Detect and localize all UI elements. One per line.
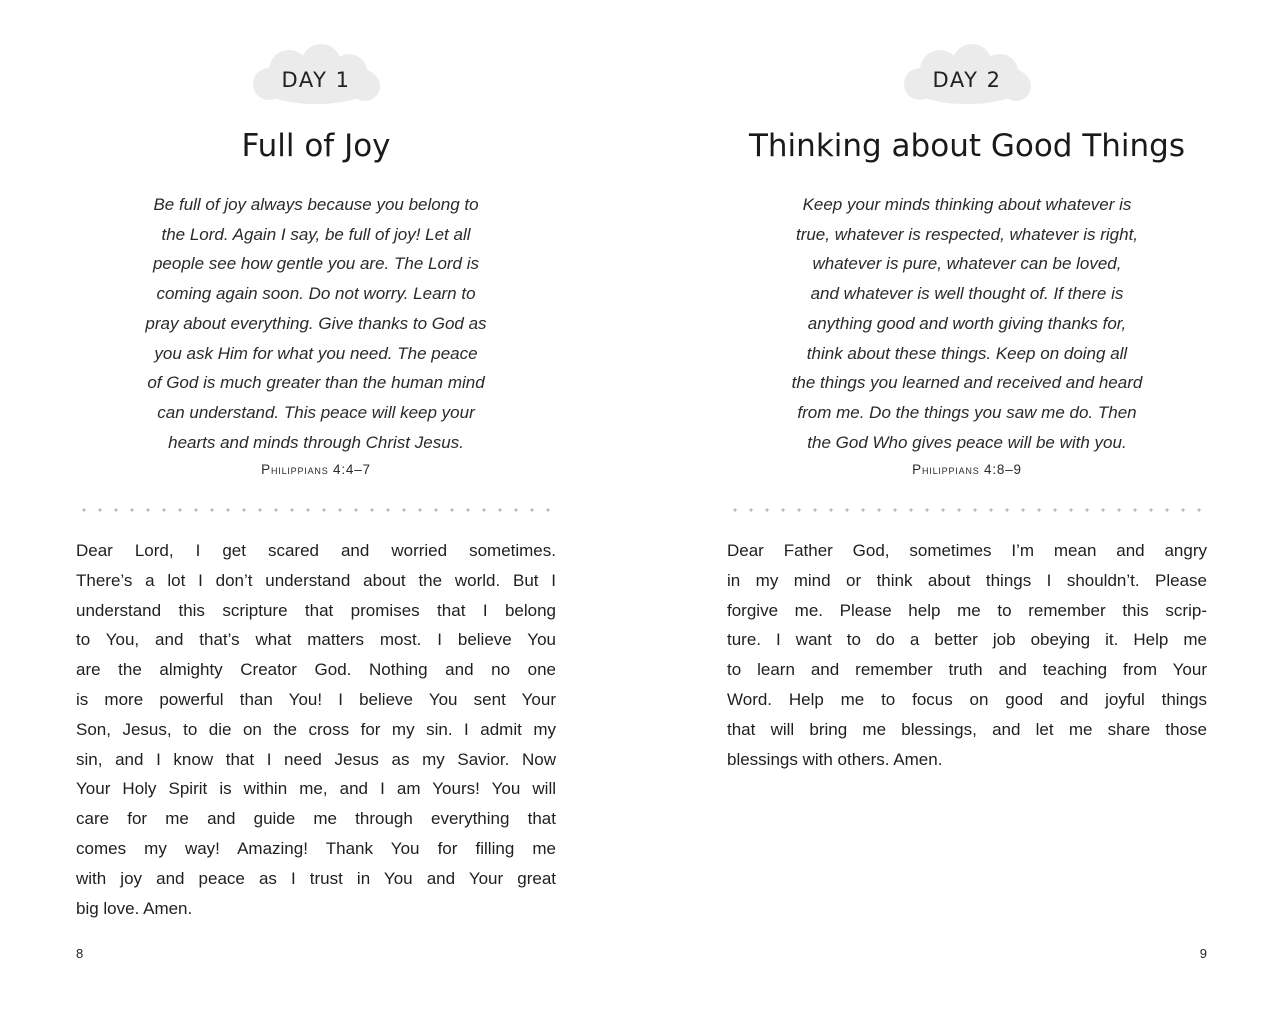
dotted-divider (76, 508, 556, 512)
prayer-line: to You, and that’s what matters most. I believe You (76, 630, 556, 650)
prayer-line: comes my way! Amazing! Thank You for filling me (76, 838, 556, 858)
prayer-line: is more powerful than You! I believe You sent Your (76, 689, 556, 709)
scripture-line: people see how gentle you are. The Lord is (152, 254, 480, 274)
scripture-line: you ask Him for what you need. The peace (154, 343, 478, 363)
prayer-line: blessings with others. Amen. (727, 749, 943, 769)
prayer-line: forgive me. Please help me to remember this scrip- (727, 600, 1207, 620)
scripture-line: of God is much greater than the human mind (147, 373, 485, 393)
devotion-title: Thinking about Good Things (748, 128, 1186, 164)
prayer-line: ture. I want to do a better job obeying it. Help me (727, 630, 1207, 650)
scripture-line: the Lord. Again I say, be full of joy! Let all (161, 224, 471, 244)
prayer-line: to learn and remember truth and teaching from Your (727, 660, 1207, 680)
scripture-line: and whatever is well thought of. If there is (810, 284, 1124, 304)
scripture-reference: Philippians 4:8–9 (912, 462, 1022, 477)
scripture-line: think about these things. Keep on doing all (806, 343, 1128, 363)
prayer-text (727, 536, 1207, 774)
scripture-line: whatever is pure, whatever can be loved, (812, 254, 1122, 274)
scripture-line: coming again soon. Do not worry. Learn to (156, 284, 476, 304)
scripture-line: Be full of joy always because you belong to (153, 195, 479, 214)
prayer-line: care for me and guide me through everything that (76, 809, 556, 829)
scripture-line: from me. Do the things you saw me do. Then (797, 402, 1137, 422)
prayer-line: with joy and peace as I trust in You and Your great (76, 868, 556, 888)
scripture-passage (86, 190, 546, 457)
prayer-line: Your Holy Spirit is within me, and I am Yours! You will (76, 779, 556, 799)
scripture-line: true, whatever is respected, whatever is right, (795, 224, 1139, 244)
day-cloud-badge (892, 44, 1042, 110)
page-number: 9 (1199, 946, 1207, 961)
prayer-text (76, 536, 556, 923)
dotted-divider (727, 508, 1207, 512)
page-number: 8 (76, 946, 84, 961)
prayer-line: Son, Jesus, to die on the cross for my sin. I admit my (76, 719, 556, 739)
page-day-1 (76, 0, 556, 1015)
prayer-line: Word. Help me to focus on good and joyful things (727, 689, 1207, 709)
scripture-line: anything good and worth giving thanks for, (807, 313, 1127, 333)
prayer-line: Dear Lord, I get scared and worried sometimes. (76, 541, 556, 560)
scripture-line: the things you learned and received and heard (791, 373, 1143, 393)
prayer-line: understand this scripture that promises that I belong (76, 600, 556, 620)
prayer-line: are the almighty Creator God. Nothing and no one (76, 660, 556, 680)
day-label: DAY 2 (932, 68, 1002, 92)
day-cloud-badge (241, 44, 391, 110)
scripture-line: can understand. This peace will keep your (157, 402, 475, 422)
prayer-line: There’s a lot I don’t understand about the world. But I (76, 570, 556, 590)
prayer-line: big love. Amen. (76, 898, 193, 918)
prayer-line: Dear Father God, sometimes I’m mean and angry (727, 541, 1207, 560)
scripture-reference: Philippians 4:4–7 (261, 462, 371, 477)
scripture-line: pray about everything. Give thanks to God as (145, 313, 487, 333)
prayer-line: that will bring me blessings, and let me share those (727, 719, 1207, 739)
day-label: DAY 1 (281, 68, 351, 92)
scripture-passage (737, 190, 1197, 457)
scripture-line: hearts and minds through Christ Jesus. (168, 432, 464, 452)
prayer-line: sin, and I know that I need Jesus as my Savior. Now (76, 749, 556, 769)
prayer-line: in my mind or think about things I shouldn’t. Please (727, 570, 1207, 590)
devotion-title: Full of Joy (241, 128, 391, 164)
scripture-line: the God Who gives peace will be with you. (807, 432, 1127, 452)
scripture-line: Keep your minds thinking about whatever is (802, 195, 1132, 214)
page-day-2 (727, 0, 1207, 1015)
